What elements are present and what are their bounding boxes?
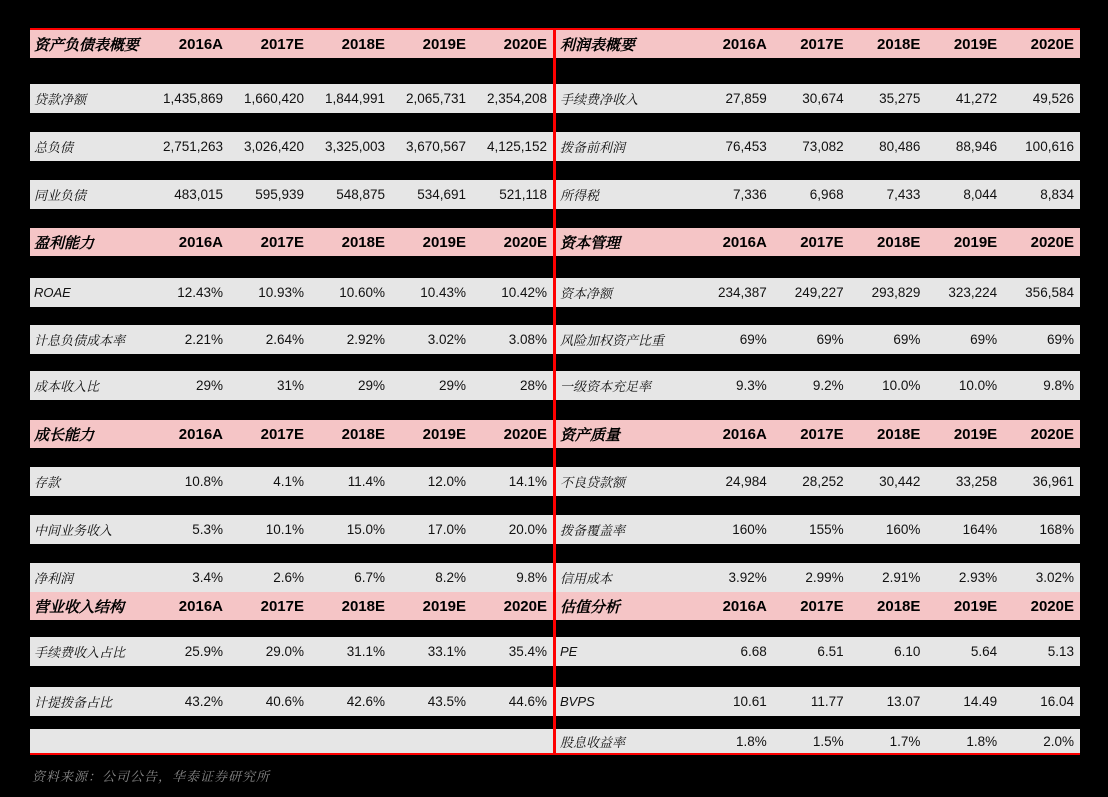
row-label: 股息收益率 [560, 734, 626, 750]
cell-value: 356,584 [1025, 285, 1074, 300]
cell-value: 8.2% [435, 570, 466, 585]
year-column-header: 2016A [722, 425, 767, 443]
cell-value: 31.1% [346, 644, 385, 659]
year-column-header: 2017E [260, 597, 304, 615]
cell-value: 1.8% [736, 733, 767, 749]
cell-value: 69% [970, 332, 998, 347]
cell-value: 595,939 [255, 187, 304, 202]
year-column-header: 2019E [422, 425, 466, 443]
cell-value: 13.07 [886, 694, 921, 709]
table-row [556, 180, 1080, 209]
cell-value: 15.0% [346, 522, 385, 537]
cell-value: 11.77 [810, 694, 844, 709]
cell-value: 2.0% [1043, 733, 1074, 749]
cell-value: 2,354,208 [486, 91, 547, 106]
row-label: 信用成本 [560, 571, 613, 586]
table-row [30, 637, 553, 666]
year-column-header: 2020E [1030, 425, 1074, 443]
cell-value: 1,435,869 [162, 91, 223, 106]
year-column-header: 2019E [422, 233, 466, 251]
section-title: 营业收入结构 [34, 598, 125, 616]
cell-value: 10.1% [265, 522, 304, 537]
table-row [556, 325, 1080, 354]
cell-value: 9.8% [516, 570, 547, 585]
year-column-header: 2016A [178, 425, 223, 443]
section-header [30, 592, 553, 620]
table-row [556, 278, 1080, 307]
year-column-header: 2020E [503, 35, 547, 53]
cell-value: 534,691 [417, 187, 466, 202]
row-label: 净利润 [34, 571, 74, 586]
cell-value: 88,946 [955, 139, 998, 154]
cell-value: 69% [893, 332, 921, 347]
table-row [30, 84, 553, 113]
cell-value: 12.43% [177, 285, 223, 300]
cell-value: 9.2% [812, 378, 844, 393]
table-row [556, 132, 1080, 161]
row-label: 中间业务收入 [34, 523, 113, 538]
row-label: 计息负债成本率 [34, 333, 126, 348]
year-column-header: 2020E [503, 233, 547, 251]
row-label: 手续费净收入 [560, 92, 639, 107]
cell-value: 29% [357, 378, 385, 393]
year-column-header: 2018E [341, 597, 385, 615]
row-label: 风险加权资产比重 [560, 333, 665, 348]
year-column-header: 2018E [341, 35, 385, 53]
row-label: 所得税 [560, 188, 600, 203]
cell-value: 24,984 [725, 474, 767, 489]
cell-value: 27,859 [725, 91, 767, 106]
year-column-header: 2019E [953, 233, 998, 251]
table-row [556, 637, 1080, 666]
left-table [30, 30, 553, 753]
cell-value: 234,387 [717, 285, 767, 300]
cell-value: 5.64 [970, 644, 998, 659]
row-label: ROAE [34, 285, 71, 300]
cell-value: 2.64% [265, 332, 304, 347]
row-label: 计提拨备占比 [34, 695, 113, 710]
table-row [30, 180, 553, 209]
cell-value: 30,442 [879, 474, 921, 489]
cell-value: 5.3% [192, 522, 223, 537]
year-column-header: 2016A [722, 35, 767, 53]
cell-value: 36,961 [1032, 474, 1074, 489]
year-column-header: 2016A [178, 597, 223, 615]
cell-value: 100,616 [1025, 139, 1074, 154]
cell-value: 35.4% [508, 644, 547, 659]
year-column-header: 2018E [877, 425, 921, 443]
year-column-header: 2016A [178, 233, 223, 251]
cell-value: 80,486 [879, 139, 921, 154]
cell-value: 6.51 [817, 644, 844, 659]
cell-value: 3.92% [728, 570, 767, 585]
year-column-header: 2017E [260, 425, 304, 443]
section-header [556, 228, 1080, 256]
financial-summary-table [30, 28, 1080, 755]
section-title: 盈利能力 [34, 234, 95, 252]
year-column-header: 2017E [800, 597, 844, 615]
cell-value: 69% [816, 332, 844, 347]
year-column-header: 2019E [422, 35, 466, 53]
cell-value: 8,834 [1040, 187, 1074, 202]
cell-value: 30,674 [802, 91, 844, 106]
table-row [30, 132, 553, 161]
cell-value: 164% [962, 522, 998, 537]
cell-value: 2.21% [184, 332, 223, 347]
table-row [30, 687, 553, 716]
cell-value: 3,325,003 [324, 139, 385, 154]
row-label: 手续费收入占比 [34, 645, 126, 660]
section-header [30, 30, 553, 58]
row-label: 存款 [34, 475, 61, 490]
section-title: 利润表概要 [560, 36, 636, 54]
cell-value: 168% [1039, 522, 1074, 537]
cell-value: 29% [438, 378, 466, 393]
year-column-header: 2017E [260, 35, 304, 53]
table-row [30, 729, 553, 753]
cell-value: 155% [809, 522, 844, 537]
year-column-header: 2020E [503, 597, 547, 615]
cell-value: 1.8% [966, 733, 998, 749]
cell-value: 160% [732, 522, 767, 537]
row-label: BVPS [560, 694, 595, 709]
source-note: 资料来源：公司公告，华泰证券研究所 [32, 769, 271, 784]
table-row [556, 467, 1080, 496]
cell-value: 10.8% [184, 474, 223, 489]
cell-value: 293,829 [871, 285, 921, 300]
cell-value: 5.13 [1047, 644, 1074, 659]
cell-value: 323,224 [948, 285, 998, 300]
section-header [30, 228, 553, 256]
cell-value: 42.6% [346, 694, 385, 709]
row-label: 不良贷款额 [560, 475, 626, 490]
cell-value: 7,336 [733, 187, 767, 202]
row-label: 贷款净额 [34, 92, 87, 107]
cell-value: 41,272 [955, 91, 998, 106]
cell-value: 10.0% [958, 378, 998, 393]
table-row [556, 371, 1080, 400]
cell-value: 2,065,731 [405, 91, 466, 106]
table-row [556, 563, 1080, 592]
year-column-header: 2019E [953, 597, 998, 615]
cell-value: 10.43% [420, 285, 466, 300]
table-row [30, 563, 553, 592]
year-column-header: 2017E [800, 35, 844, 53]
year-column-header: 2020E [1030, 597, 1074, 615]
year-column-header: 2018E [341, 233, 385, 251]
center-divider-line [553, 30, 556, 753]
row-label: 一级资本充足率 [560, 379, 652, 394]
cell-value: 2.91% [882, 570, 921, 585]
cell-value: 4.1% [273, 474, 304, 489]
table-row [30, 278, 553, 307]
cell-value: 16.04 [1040, 694, 1074, 709]
table-row [556, 729, 1080, 753]
cell-value: 6.10 [894, 644, 921, 659]
section-title: 成长能力 [34, 426, 95, 444]
table-row [30, 467, 553, 496]
year-column-header: 2017E [800, 425, 844, 443]
cell-value: 7,433 [886, 187, 921, 202]
section-title: 资产质量 [560, 426, 621, 444]
year-column-header: 2018E [877, 597, 921, 615]
cell-value: 10.42% [501, 285, 547, 300]
cell-value: 43.5% [427, 694, 466, 709]
table-row [30, 325, 553, 354]
year-column-header: 2018E [877, 233, 921, 251]
cell-value: 29% [195, 378, 223, 393]
row-label: 拨备覆盖率 [560, 523, 626, 538]
cell-value: 14.1% [508, 474, 547, 489]
cell-value: 17.0% [427, 522, 466, 537]
year-column-header: 2016A [178, 35, 223, 53]
cell-value: 6,968 [809, 187, 844, 202]
year-column-header: 2019E [422, 597, 466, 615]
section-header [556, 420, 1080, 448]
cell-value: 2.93% [958, 570, 998, 585]
cell-value: 1.5% [812, 733, 844, 749]
cell-value: 3,026,420 [243, 139, 304, 154]
year-column-header: 2019E [953, 425, 998, 443]
cell-value: 4,125,152 [486, 139, 547, 154]
cell-value: 31% [276, 378, 304, 393]
cell-value: 49,526 [1032, 91, 1074, 106]
section-title: 资产负债表概要 [34, 36, 140, 54]
year-column-header: 2016A [722, 233, 767, 251]
cell-value: 14.49 [963, 694, 998, 709]
cell-value: 8,044 [963, 187, 998, 202]
year-column-header: 2018E [341, 425, 385, 443]
cell-value: 9.8% [1043, 378, 1074, 393]
cell-value: 28% [519, 378, 547, 393]
cell-value: 1,844,991 [324, 91, 385, 106]
cell-value: 3.02% [427, 332, 466, 347]
right-table [556, 30, 1080, 753]
cell-value: 44.6% [508, 694, 547, 709]
cell-value: 249,227 [794, 285, 844, 300]
cell-value: 3.02% [1035, 570, 1074, 585]
cell-value: 10.0% [882, 378, 921, 393]
cell-value: 160% [885, 522, 921, 537]
cell-value: 69% [1046, 332, 1074, 347]
cell-value: 9.3% [736, 378, 767, 393]
cell-value: 43.2% [184, 694, 223, 709]
cell-value: 10.61 [733, 694, 767, 709]
table-row [30, 515, 553, 544]
cell-value: 2,751,263 [162, 139, 223, 154]
section-header [556, 30, 1080, 58]
cell-value: 6.68 [740, 644, 767, 659]
year-column-header: 2020E [503, 425, 547, 443]
year-column-header: 2020E [1030, 233, 1074, 251]
row-label: 拨备前利润 [560, 140, 626, 155]
cell-value: 483,015 [174, 187, 223, 202]
row-label: 资本净额 [560, 286, 613, 301]
cell-value: 40.6% [265, 694, 304, 709]
section-header [30, 420, 553, 448]
cell-value: 73,082 [802, 139, 844, 154]
cell-value: 33.1% [427, 644, 466, 659]
row-label: 同业负债 [34, 188, 87, 203]
cell-value: 1,660,420 [243, 91, 304, 106]
year-column-header: 2018E [877, 35, 921, 53]
cell-value: 11.4% [347, 474, 385, 489]
cell-value: 10.60% [339, 285, 385, 300]
cell-value: 2.6% [273, 570, 304, 585]
cell-value: 3.4% [192, 570, 223, 585]
cell-value: 69% [739, 332, 767, 347]
table-row [30, 371, 553, 400]
cell-value: 25.9% [184, 644, 223, 659]
cell-value: 2.99% [805, 570, 844, 585]
cell-value: 521,118 [499, 187, 547, 202]
row-label: PE [560, 644, 578, 659]
cell-value: 20.0% [508, 522, 547, 537]
table-row [556, 515, 1080, 544]
row-label: 总负债 [34, 140, 74, 155]
year-column-header: 2017E [800, 233, 844, 251]
row-label: 成本收入比 [34, 379, 100, 394]
cell-value: 76,453 [725, 139, 767, 154]
cell-value: 12.0% [427, 474, 466, 489]
section-header [556, 592, 1080, 620]
year-column-header: 2016A [722, 597, 767, 615]
year-column-header: 2017E [260, 233, 304, 251]
section-title: 估值分析 [560, 598, 621, 616]
cell-value: 1.7% [889, 733, 921, 749]
cell-value: 33,258 [955, 474, 998, 489]
year-column-header: 2020E [1030, 35, 1074, 53]
cell-value: 2.92% [346, 332, 385, 347]
cell-value: 29.0% [265, 644, 304, 659]
cell-value: 3.08% [508, 332, 547, 347]
table-row [556, 84, 1080, 113]
cell-value: 10.93% [258, 285, 304, 300]
year-column-header: 2019E [953, 35, 998, 53]
cell-value: 35,275 [879, 91, 921, 106]
cell-value: 28,252 [802, 474, 844, 489]
cell-value: 6.7% [354, 570, 385, 585]
cell-value: 3,670,567 [405, 139, 466, 154]
section-title: 资本管理 [560, 234, 621, 252]
cell-value: 548,875 [336, 187, 385, 202]
table-row [556, 687, 1080, 716]
